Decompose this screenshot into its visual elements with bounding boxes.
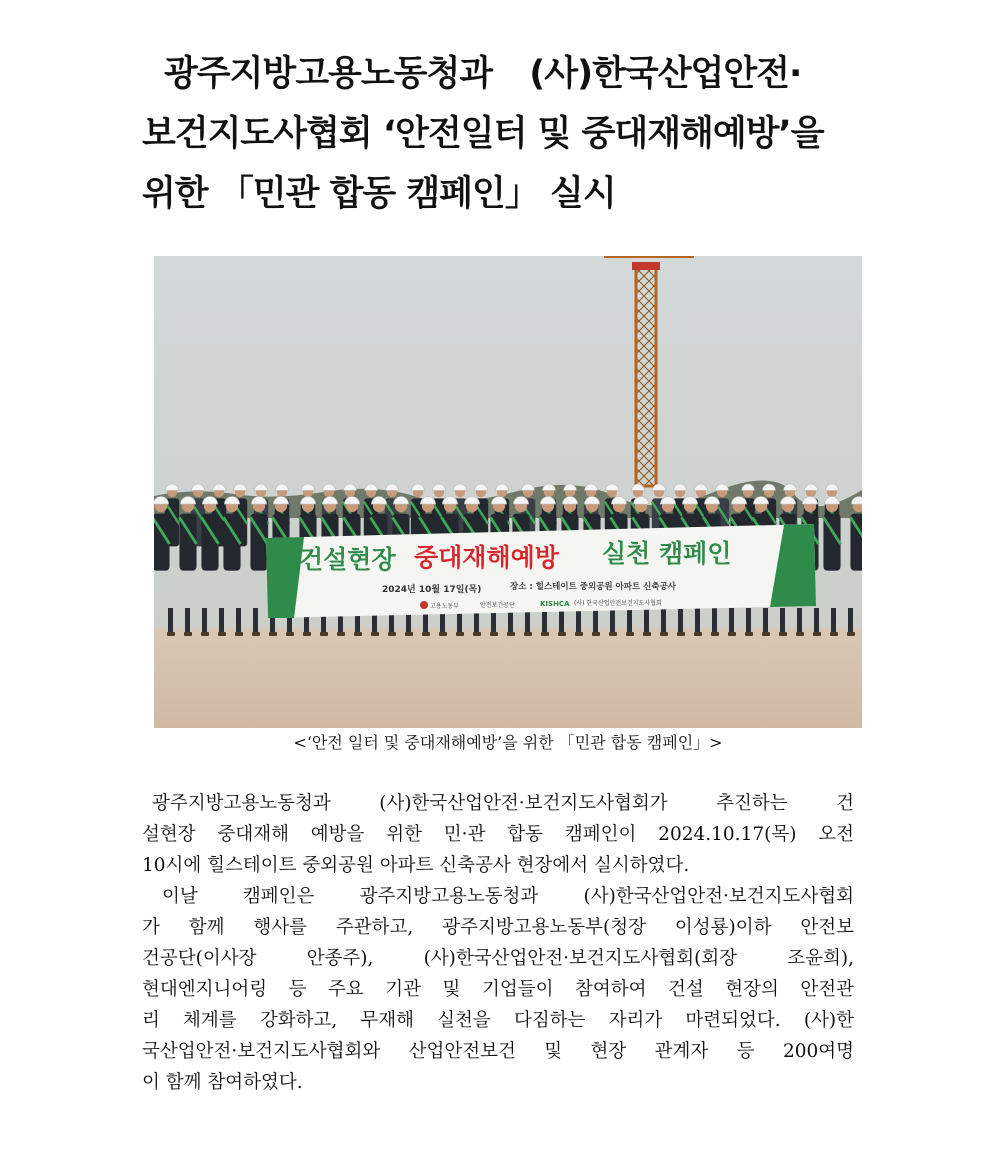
body-line: 광주지방고용노동청과 (사)한국산업안전·보건지도사협회가 추진하는 건 [152,793,854,814]
banner-logo-3: KISHCA [540,600,570,608]
body-line: 설현장 중대재해 예방을 위한 민·관 합동 캠페인이 2024.10.17(목) 오전 [142,824,854,845]
title-line-1: 광주지방고용노동청과 (사)한국산업안전· [164,54,802,94]
photo-caption: <‘안전 일터 및 중대재해예방’을 위한 「민관 합동 캠페인」> [293,733,723,752]
document-title [142,44,862,224]
banner-date: 2024년 10월 17일(목) [382,585,482,595]
banner-main-text-3: 실천 캠페인 [602,539,732,568]
body-line: 10시에 힐스테이트 중외공원 아파트 신축공사 현장에서 실시하였다. [142,855,690,876]
body-line: 이날 캠페인은 광주지방고용노동청과 (사)한국산업안전·보건지도사협회 [162,886,854,907]
body-line: 리 체계를 강화하고, 무재해 실천을 다짐하는 자리가 마련되었다. (사)한 [142,1010,854,1031]
article-body [142,788,854,1098]
title-line-2: 보건지도사협회 ‘안전일터 및 중대재해예방’을 [142,114,824,154]
body-line: 현대엔지니어링 등 주요 기관 및 기업들이 참여하여 건설 현장의 안전관 [142,979,854,1000]
title-line-3: 위한 「민관 합동 캠페인」 실시 [142,174,616,214]
banner-logo-1: 고용노동부 [430,603,459,610]
body-line: 이 함께 참여하였다. [142,1072,303,1093]
body-line: 건공단(이사장 안종주), (사)한국산업안전·보건지도사협회(회장 조윤희), [142,948,854,969]
banner-logo-4: (사) 한국산업안전보건지도사협회 [574,600,662,607]
campaign-banner [266,524,816,618]
banner-logo-2: 안전보건공단 [480,602,515,609]
banner-main-text-2: 중대재해예방 [414,543,559,572]
body-line: 가 함께 행사를 주관하고, 광주지방고용노동부(청장 이성룡)이하 안전보 [142,917,854,938]
campaign-photo [154,256,862,728]
banner-main-text-1: 건설현장 [299,545,396,574]
body-line: 국산업안전·보건지도사협회와 산업안전보건 및 현장 관계자 등 200여명 [142,1041,854,1062]
banner-place: 장소 : 힐스테이트 중외공원 아파트 신축공사 [510,582,676,592]
